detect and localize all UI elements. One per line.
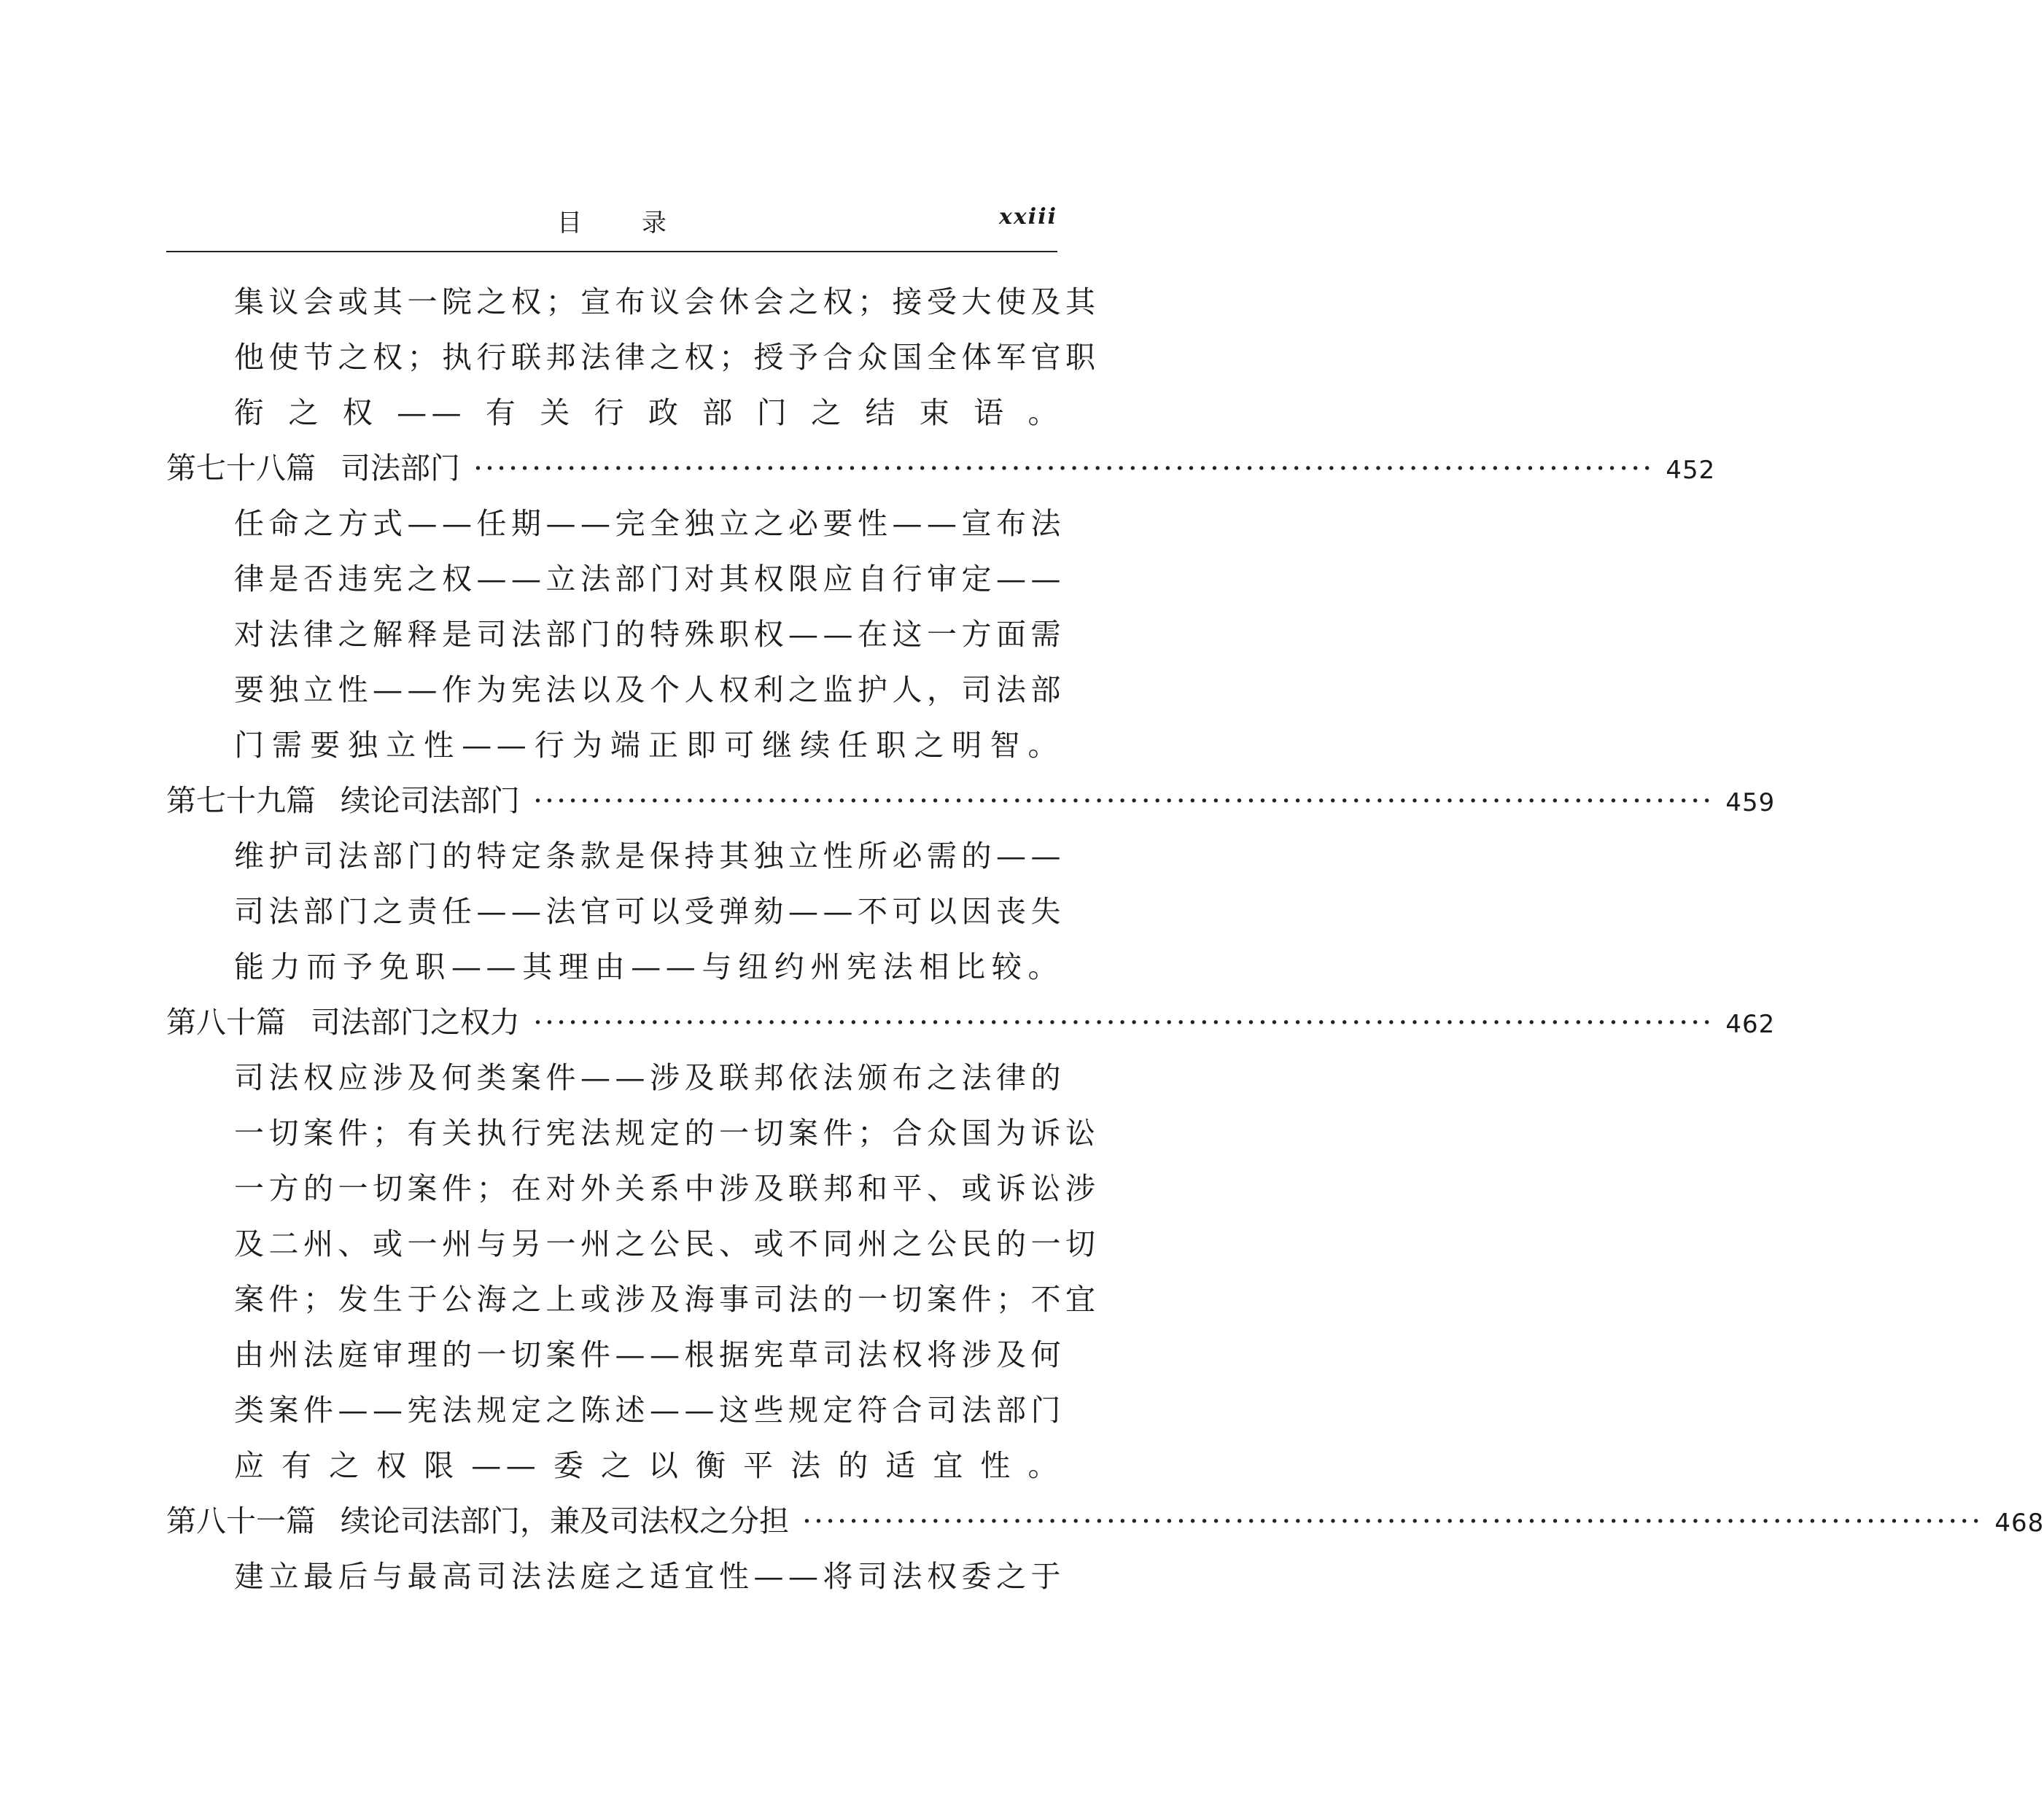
page-number: 462 — [1725, 1010, 1776, 1039]
dot-leader: ····································································································· — [533, 783, 1714, 818]
header-rule — [166, 251, 1057, 252]
page-number: 459 — [1725, 788, 1776, 817]
toc-description-line: 及二州、或一州与另一州之公民、或不同州之公民的一切 — [234, 1226, 1100, 1261]
dot-leader: ····································································································· — [533, 1005, 1714, 1040]
toc-description-line: 案件；发生于公海之上或涉及海事司法的一切案件；不宜 — [234, 1282, 1100, 1317]
toc-body — [166, 274, 2044, 1604]
toc-description-line: 一方的一切案件；在对外关系中涉及联邦和平、或诉讼涉 — [234, 1171, 1100, 1206]
toc-entry-78[interactable] — [166, 440, 1716, 496]
toc-description-line: 应有之权限——委之以衡平法的适宜性。 — [234, 1448, 1062, 1483]
toc-entry-79[interactable] — [166, 773, 1776, 828]
page-number: 452 — [1666, 456, 1716, 485]
toc-description-line: 司法权应涉及何类案件——涉及联邦依法颁布之法律的 — [234, 1060, 1065, 1095]
toc-description-line: 司法部门之责任——法官可以受弹劾——不可以因丧失 — [234, 894, 1065, 929]
chapter-title: 司法部门 — [341, 451, 460, 486]
header-title: 目录 — [557, 209, 726, 238]
chapter-number: 第七十九篇 — [166, 783, 316, 818]
toc-description-line: 对法律之解释是司法部门的特殊职权——在这一方面需 — [234, 617, 1065, 652]
toc-description-line: 他使节之权；执行联邦法律之权；授予合众国全体军官职 — [234, 340, 1100, 375]
toc-description-line: 由州法庭审理的一切案件——根据宪草司法权将涉及何 — [234, 1337, 1065, 1372]
chapter-title: 司法部门之权力 — [311, 1005, 520, 1040]
toc-entry-80[interactable] — [166, 995, 1776, 1050]
toc-description-line: 类案件——宪法规定之陈述——这些规定符合司法部门 — [234, 1393, 1065, 1428]
toc-entry-81[interactable] — [166, 1493, 2044, 1549]
toc-description-line: 集议会或其一院之权；宣布议会休会之权；接受大使及其 — [234, 284, 1100, 319]
dot-leader: ····································································································· — [802, 1503, 1983, 1538]
page-number: 468 — [1994, 1509, 2044, 1538]
toc-description-line: 律是否违宪之权——立法部门对其权限应自行审定—— — [234, 561, 1065, 596]
toc-description-line: 要独立性——作为宪法以及个人权利之监护人，司法部 — [234, 672, 1065, 707]
chapter-number: 第八十篇 — [166, 1005, 286, 1040]
toc-description-line: 建立最后与最高司法法庭之适宜性——将司法权委之于 — [234, 1559, 1065, 1594]
toc-description-line: 维护司法部门的特定条款是保持其独立性所必需的—— — [234, 839, 1065, 874]
toc-description-line: 任命之方式——任期——完全独立之必要性——宣布法 — [234, 506, 1065, 541]
toc-description-line: 门需要独立性——行为端正即可继续任职之明智。 — [234, 728, 1062, 763]
toc-description-line: 能力而予免职——其理由——与纽约州宪法相比较。 — [234, 949, 1062, 984]
dot-leader: ····································································································· — [473, 451, 1655, 486]
toc-description-line: 一切案件；有关执行宪法规定的一切案件；合众国为诉讼 — [234, 1116, 1100, 1151]
chapter-title: 续论司法部门，兼及司法权之分担 — [341, 1503, 789, 1538]
running-header — [166, 203, 1057, 244]
header-page-number: xxiii — [999, 204, 1057, 230]
chapter-title: 续论司法部门 — [341, 783, 520, 818]
toc-description-line: 衔之权——有关行政部门之结束语。 — [234, 395, 1062, 430]
chapter-number: 第七十八篇 — [166, 451, 316, 486]
chapter-number: 第八十一篇 — [166, 1503, 316, 1538]
